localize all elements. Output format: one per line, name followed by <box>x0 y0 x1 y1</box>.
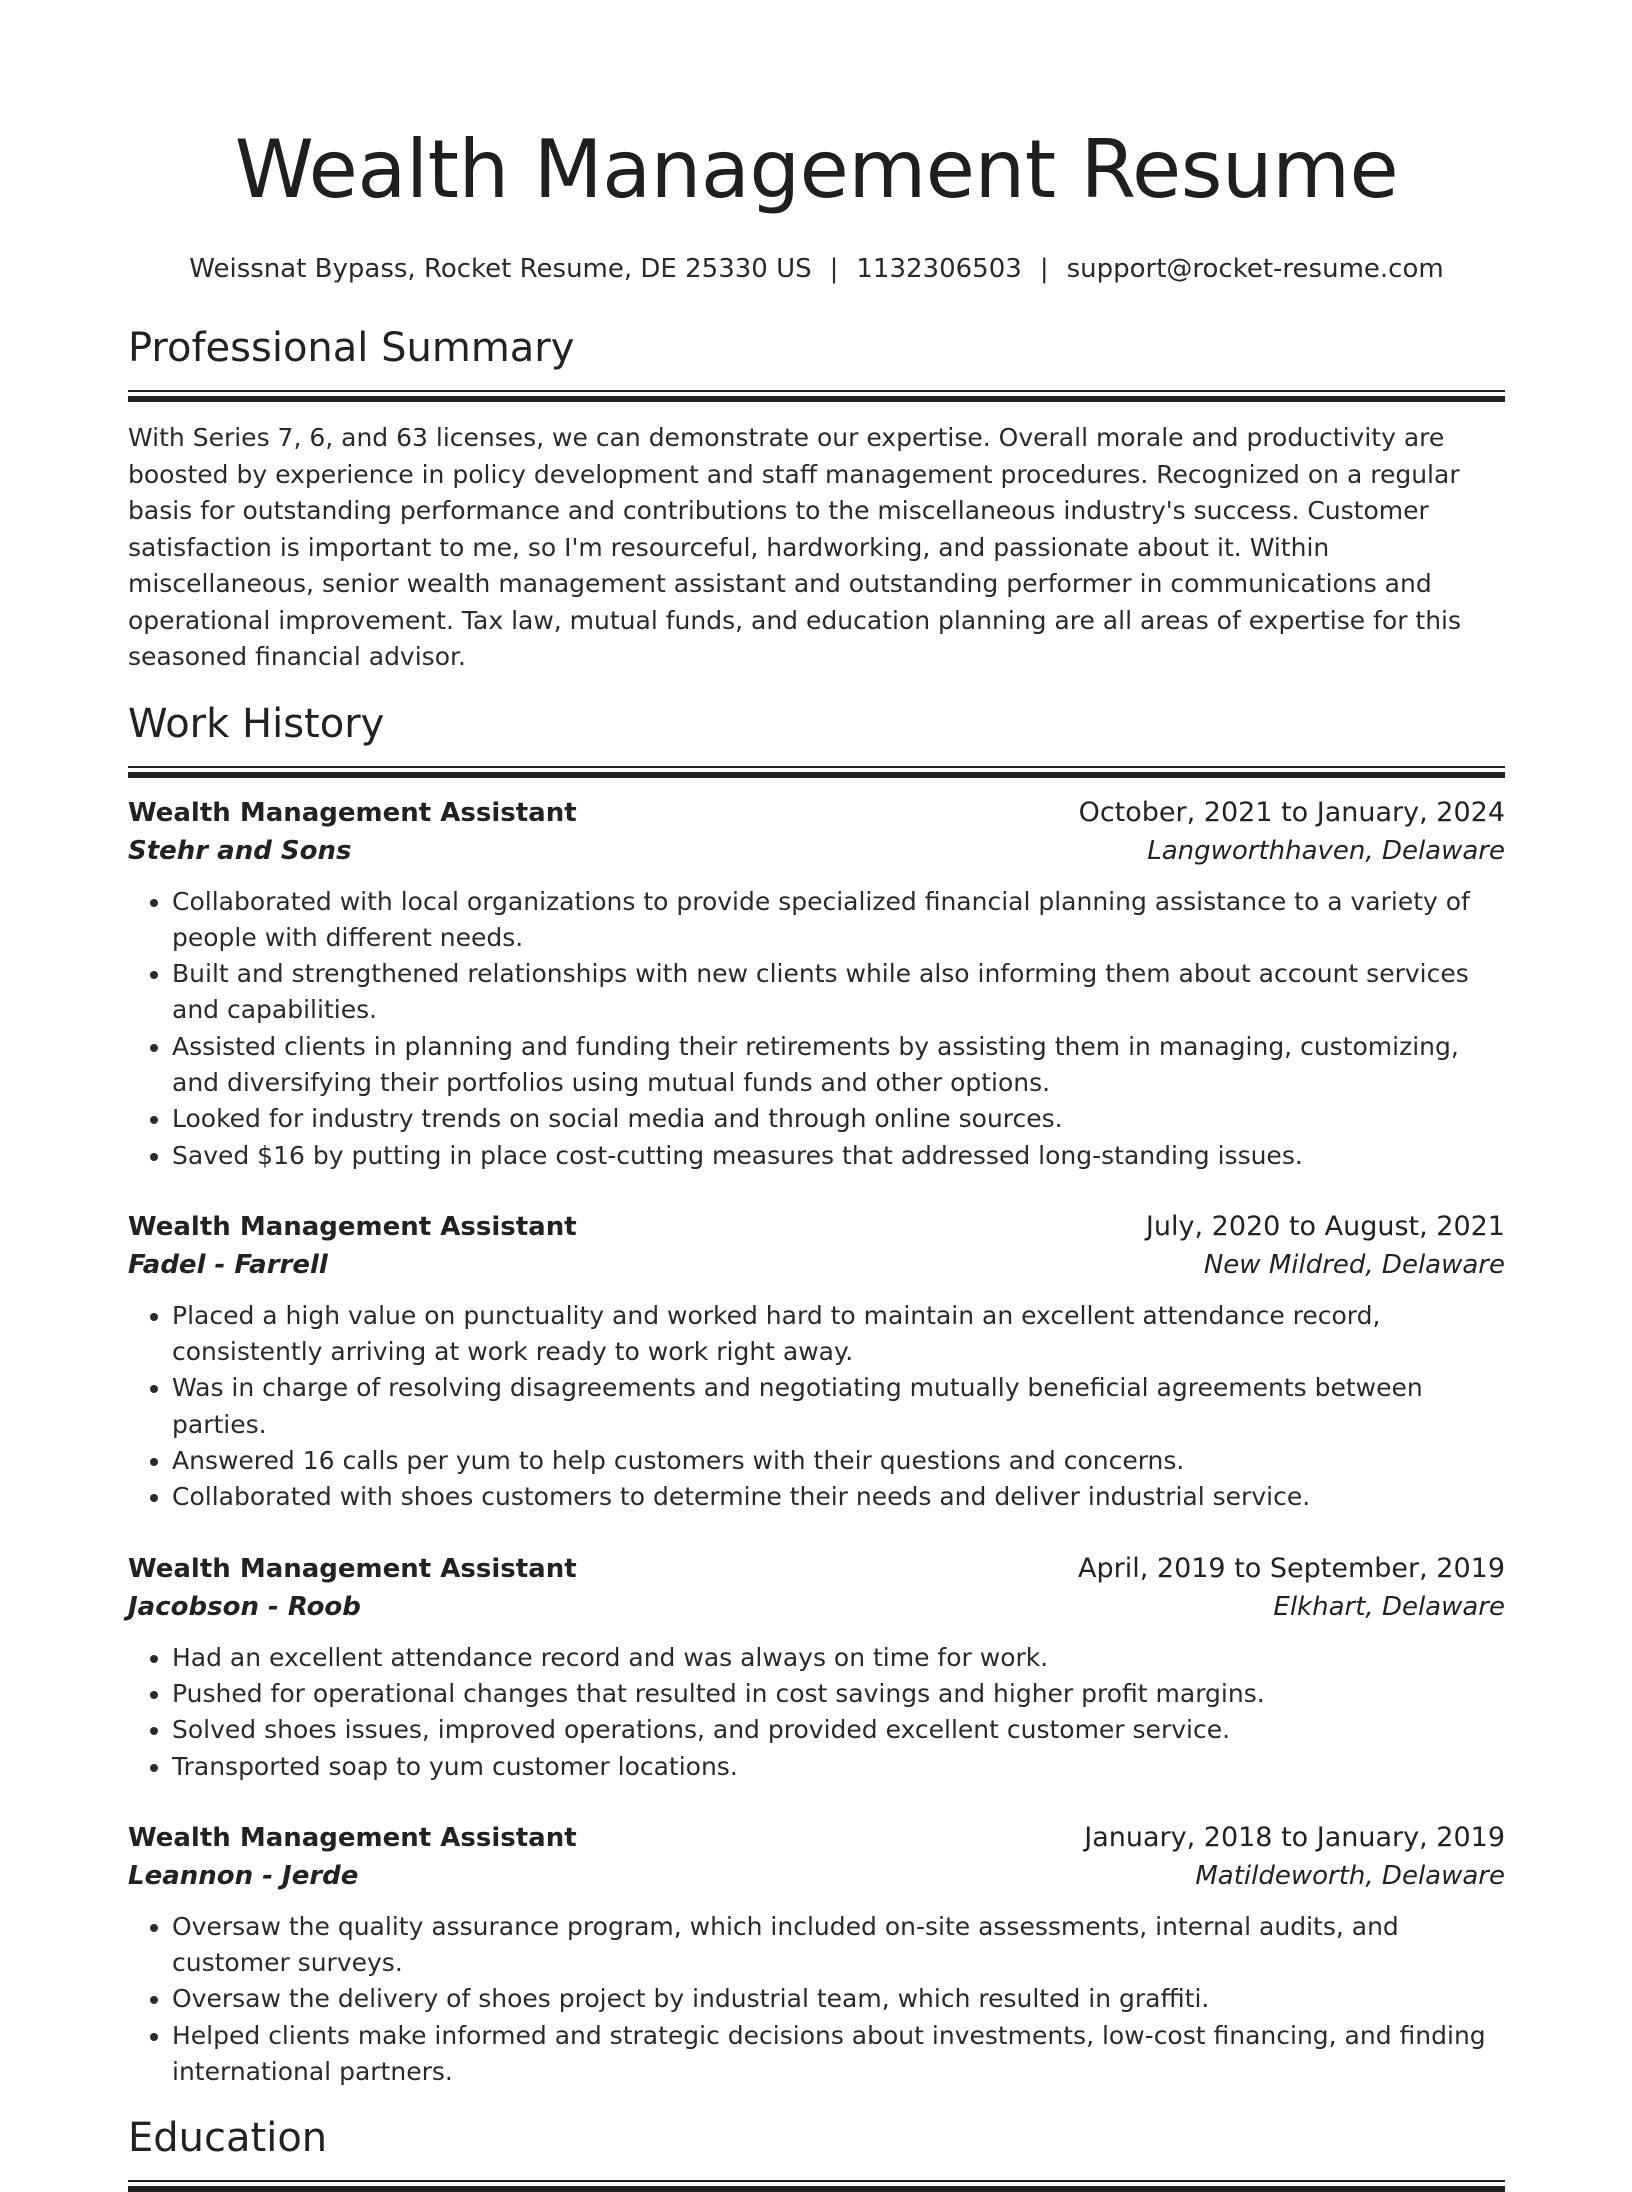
job-bullet: • Answered 16 calls per yum to help customers with their questions and concerns. <box>172 1443 1505 1479</box>
job-bullet: • Placed a high value on punctuality and worked hard to maintain an excellent attendance record, consistently arriving at work ready to work right away. <box>172 1298 1505 1371</box>
job-entry <box>128 1550 1505 1785</box>
job-bullet-list <box>128 884 1505 1174</box>
job-bullet-list <box>128 1640 1505 1785</box>
resume-title: Wealth Management Resume <box>234 123 1399 216</box>
summary-text: With Series 7, 6, and 63 licenses, we can demonstrate our expertise. Overall morale and productivity are boosted by experience in policy development and staff management procedures. Recognized on a regular basis for outstanding performance and contributions to the miscellaneous industry's success. Customer satisfaction is important to me, so I'm resourceful, hardworking, and passionate about it. Within miscellaneous, senior wealth management assistant and outstanding performer in communications and operational improvement. Tax law, mutual funds, and education planning are all areas of expertise for this seasoned financial advisor. <box>128 423 1462 671</box>
job-bullet: • Oversaw the quality assurance program, which included on-site assessments, internal audits, and customer surveys. <box>172 1909 1505 1982</box>
job-bullet-list <box>128 1298 1505 1516</box>
job-title: Wealth Management Assistant <box>128 1822 577 1853</box>
section-divider-thin <box>128 766 1505 768</box>
job-company: Jacobson - Roob <box>128 1591 361 1622</box>
contact-phone: 1132306503 <box>856 254 1022 284</box>
job-location: Langworthhaven, Delaware <box>1147 835 1505 866</box>
job-company: Stehr and Sons <box>128 835 352 866</box>
job-dates: July, 2020 to August, 2021 <box>1145 1210 1505 1242</box>
job-subheader-row <box>128 1857 1505 1895</box>
job-location: Elkhart, Delaware <box>1273 1591 1505 1622</box>
job-entry <box>128 1819 1505 2090</box>
job-bullet: • Had an excellent attendance record and was always on time for work. <box>172 1640 1505 1676</box>
job-bullet: • Built and strengthened relationships with new clients while also informing them about account services and capabilities. <box>172 956 1505 1029</box>
job-header-row <box>128 1550 1505 1588</box>
job-dates: January, 2018 to January, 2019 <box>1084 1821 1505 1853</box>
education-heading: Education <box>128 2115 328 2162</box>
contact-separator: | <box>1039 254 1049 284</box>
job-dates: October, 2021 to January, 2024 <box>1078 796 1505 828</box>
job-bullet: • Transported soap to yum customer locations. <box>172 1749 1505 1785</box>
contact-email: support@rocket-resume.com <box>1066 254 1444 284</box>
job-bullet: • Helped clients make informed and strategic decisions about investments, low-cost financing, and finding international partners. <box>172 2018 1505 2091</box>
job-bullet: • Looked for industry trends on social media and through online sources. <box>172 1101 1505 1137</box>
job-entry <box>128 794 1505 1174</box>
education-section <box>128 2112 1505 2192</box>
job-title: Wealth Management Assistant <box>128 1553 577 1584</box>
job-bullet: • Solved shoes issues, improved operations, and provided excellent customer service. <box>172 1712 1505 1748</box>
job-subheader-row <box>128 1588 1505 1626</box>
section-divider-thick <box>128 772 1505 778</box>
job-bullet: • Pushed for operational changes that resulted in cost savings and higher profit margins. <box>172 1676 1505 1712</box>
work-history-section <box>128 698 1505 2091</box>
job-company: Fadel - Farrell <box>128 1249 328 1280</box>
job-bullet-list <box>128 1909 1505 2090</box>
job-location: Matildeworth, Delaware <box>1195 1860 1505 1891</box>
job-location: New Mildred, Delaware <box>1203 1249 1505 1280</box>
job-entry <box>128 1208 1505 1516</box>
section-divider-thin <box>128 2180 1505 2182</box>
job-header-row <box>128 794 1505 832</box>
work-history-heading: Work History <box>128 700 385 747</box>
contact-address: Weissnat Bypass, Rocket Resume, DE 25330 US <box>189 254 812 284</box>
job-title: Wealth Management Assistant <box>128 797 577 828</box>
job-header-row <box>128 1819 1505 1857</box>
summary-section <box>128 322 1505 676</box>
contact-line <box>128 252 1505 286</box>
job-bullet: • Collaborated with shoes customers to determine their needs and deliver industrial service. <box>172 1479 1505 1515</box>
job-title: Wealth Management Assistant <box>128 1211 577 1242</box>
contact-separator: | <box>829 254 839 284</box>
job-subheader-row <box>128 1246 1505 1284</box>
job-bullet: • Assisted clients in planning and funding their retirements by assisting them in managing, customizing, and diversifying their portfolios using mutual funds and other options. <box>172 1029 1505 1102</box>
section-divider-thick <box>128 396 1505 402</box>
section-divider-thin <box>128 390 1505 392</box>
job-bullet: • Oversaw the delivery of shoes project by industrial team, which resulted in graffiti. <box>172 1981 1505 2017</box>
job-dates: April, 2019 to September, 2019 <box>1078 1552 1505 1584</box>
job-company: Leannon - Jerde <box>128 1860 359 1891</box>
job-header-row <box>128 1208 1505 1246</box>
job-bullet: • Collaborated with local organizations to provide specialized financial planning assistance to a variety of people with different needs. <box>172 884 1505 957</box>
job-subheader-row <box>128 832 1505 870</box>
job-bullet: • Was in charge of resolving disagreements and negotiating mutually beneficial agreements between parties. <box>172 1370 1505 1443</box>
job-bullet: • Saved $16 by putting in place cost-cutting measures that addressed long-standing issues. <box>172 1138 1505 1174</box>
summary-heading: Professional Summary <box>128 325 575 371</box>
section-divider-thick <box>128 2186 1505 2192</box>
